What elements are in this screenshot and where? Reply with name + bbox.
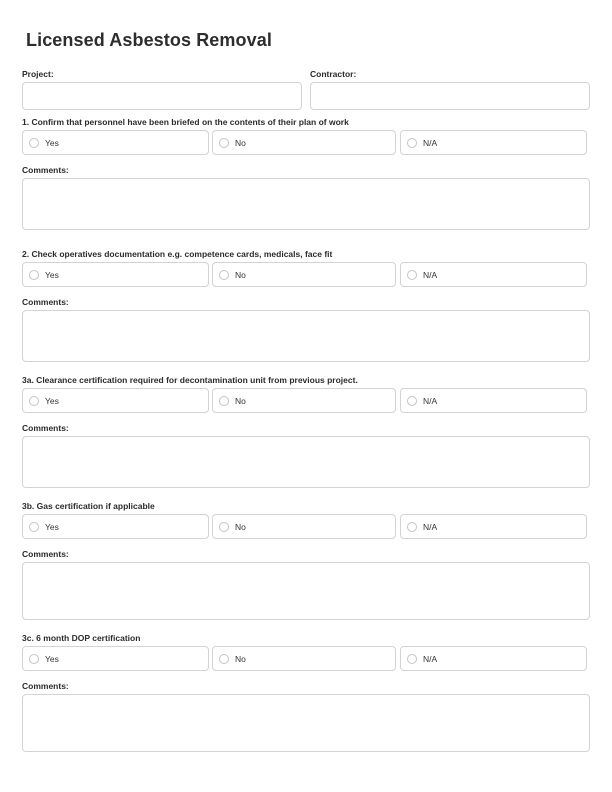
option-label: N/A: [423, 137, 438, 148]
radio-icon[interactable]: [29, 270, 39, 280]
question-2-option-yes[interactable]: [22, 262, 209, 287]
radio-icon[interactable]: [219, 522, 229, 532]
page-title: Licensed Asbestos Removal: [26, 30, 272, 50]
question-3a-comments-field[interactable]: [22, 436, 590, 488]
question-1-comments-label: Comments:: [22, 165, 69, 175]
project-input[interactable]: [22, 82, 302, 110]
option-label: Yes: [45, 395, 59, 406]
question-3b-option-yes[interactable]: [22, 514, 209, 539]
question-1-option-no[interactable]: [212, 130, 396, 155]
question-3c-comments-label: Comments:: [22, 681, 69, 691]
question-3a-text: 3a. Clearance certification required for decontamination unit from previous project.: [22, 375, 358, 385]
question-1-comments-field[interactable]: [22, 178, 590, 230]
contractor-label: Contractor:: [310, 69, 357, 79]
question-1-text: 1. Confirm that personnel have been briefed on the contents of their plan of work: [22, 117, 349, 127]
option-label: N/A: [423, 395, 438, 406]
question-3a-option-yes[interactable]: [22, 388, 209, 413]
question-3c-comments-field[interactable]: [22, 694, 590, 752]
option-label: N/A: [423, 653, 438, 664]
question-3b-text: 3b. Gas certification if applicable: [22, 501, 155, 511]
question-3b-option-na[interactable]: [400, 514, 587, 539]
question-2-comments-field[interactable]: [22, 310, 590, 362]
question-3c-text: 3c. 6 month DOP certification: [22, 633, 141, 643]
question-1-option-na[interactable]: [400, 130, 587, 155]
radio-icon[interactable]: [29, 522, 39, 532]
option-label: No: [235, 269, 246, 280]
option-label: Yes: [45, 269, 59, 280]
option-label: N/A: [423, 521, 438, 532]
option-label: N/A: [423, 269, 438, 280]
contractor-input[interactable]: [310, 82, 590, 110]
radio-icon[interactable]: [29, 396, 39, 406]
question-2-option-no[interactable]: [212, 262, 396, 287]
question-2-text: 2. Check operatives documentation e.g. competence cards, medicals, face fit: [22, 249, 333, 259]
radio-icon[interactable]: [219, 138, 229, 148]
option-label: Yes: [45, 653, 59, 664]
project-label: Project:: [22, 69, 54, 79]
question-3c-option-yes[interactable]: [22, 646, 209, 671]
question-3c-option-no[interactable]: [212, 646, 396, 671]
radio-icon[interactable]: [219, 396, 229, 406]
radio-icon[interactable]: [219, 654, 229, 664]
question-3a-option-no[interactable]: [212, 388, 396, 413]
question-3c-option-na[interactable]: [400, 646, 587, 671]
option-label: No: [235, 395, 246, 406]
question-2-comments-label: Comments:: [22, 297, 69, 307]
option-label: No: [235, 653, 246, 664]
radio-icon[interactable]: [29, 654, 39, 664]
radio-icon[interactable]: [407, 654, 417, 664]
radio-icon[interactable]: [407, 270, 417, 280]
option-label: No: [235, 521, 246, 532]
question-3b-option-no[interactable]: [212, 514, 396, 539]
radio-icon[interactable]: [407, 396, 417, 406]
radio-icon[interactable]: [407, 522, 417, 532]
question-3b-comments-label: Comments:: [22, 549, 69, 559]
option-label: Yes: [45, 137, 59, 148]
question-3a-comments-label: Comments:: [22, 423, 69, 433]
option-label: No: [235, 137, 246, 148]
option-label: Yes: [45, 521, 59, 532]
question-1-option-yes[interactable]: [22, 130, 209, 155]
radio-icon[interactable]: [219, 270, 229, 280]
radio-icon[interactable]: [407, 138, 417, 148]
question-3b-comments-field[interactable]: [22, 562, 590, 620]
question-2-option-na[interactable]: [400, 262, 587, 287]
question-3a-option-na[interactable]: [400, 388, 587, 413]
radio-icon[interactable]: [29, 138, 39, 148]
